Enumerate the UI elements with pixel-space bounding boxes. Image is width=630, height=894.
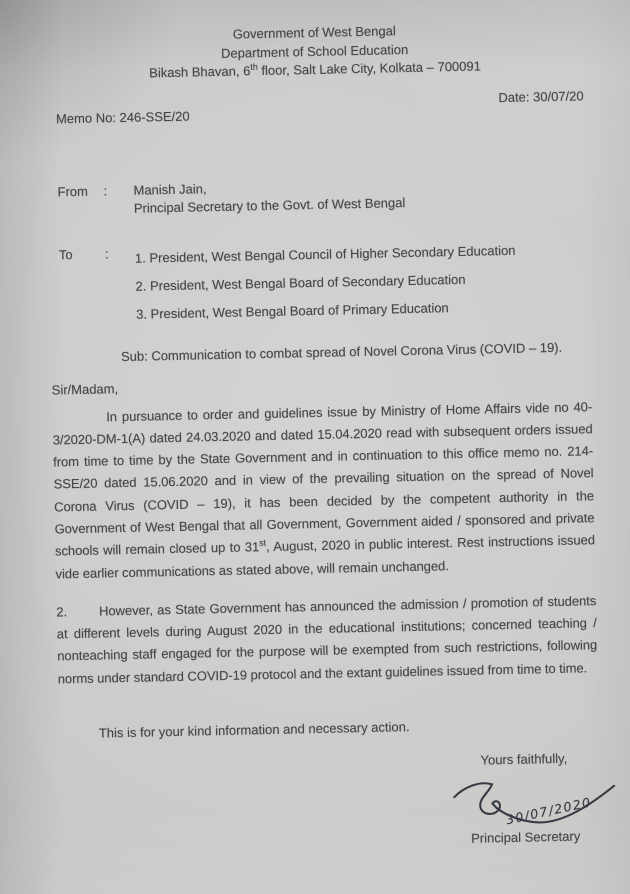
body-paragraph-1: In pursuance to order and guidelines issue by Ministry of Home Affairs vide no 40-3/2020-DM-1(A) dated 24.03.2020 and dated 15.04.2020 read with subsequent orders issued from time to time by the State Government and in continuation to this office memo no. 214-SSE/20 dated 15.06.2020 and in view of the prevailing situation on the spread of Novel Corona Virus (COVID – 19), it has been decided by the competent authority in the Government of West Bengal that all Government, Government aided / sponsored and private schools will remain closed up to 31st, August, 2020 in public interest. Rest instructions issued vide earlier communications as stated above, will remain unchanged.: [52, 398, 596, 582]
recipient-line: 3. President, West Bengal Board of Primary Education: [135, 299, 449, 322]
paragraph-number: 2.: [56, 604, 68, 620]
memo-number: Memo No: 246-SSE/20: [55, 108, 190, 126]
closing-line: This is for your kind information and necessary action.: [98, 719, 410, 741]
body-paragraph-2: 2. However, as State Government has announced the admission / promotion of students at different levels during August 2020 in the educational institutions; concerned teaching / nonteaching staff engaged for the purpose will be exempted from such restrictions, following norms under standard COVID-19 protocol and the extant guidelines issued from time to time.: [56, 593, 598, 687]
from-name: Manish Jain,: [133, 180, 207, 198]
to-section: [59, 235, 591, 330]
from-label: From: [57, 183, 89, 199]
ordinal-suffix: st: [258, 538, 267, 549]
recipient-line: 1. President, West Bengal Council of Higher Secondary Education: [134, 242, 516, 266]
signature-scribble: [446, 767, 630, 835]
letterhead: [44, 18, 585, 85]
org-name: Government of West Bengal: [232, 23, 396, 42]
recipient-line: 2. President, West Bengal Board of Secondary Education: [135, 271, 466, 294]
date-label: Date: 30/07/20: [498, 87, 584, 105]
address-line: Bikash Bhavan, 6th floor, Salt Lake City, Kolkata – 700091: [149, 58, 482, 81]
valediction: Yours faithfully,: [480, 750, 568, 768]
signatory-title: Principal Secretary: [471, 828, 581, 846]
subject-line: Sub: Communication to combat spread of Novel Corona Virus (COVID – 19).: [120, 339, 563, 364]
dept-name: Department of School Education: [220, 41, 409, 61]
from-colon: :: [103, 182, 108, 198]
meta-row: [46, 88, 587, 135]
signature-date-handwritten: 30/07/2020: [504, 794, 593, 828]
recipient-list: [135, 235, 591, 328]
tab-gap: [67, 615, 99, 616]
from-section: [57, 172, 588, 220]
signature-block: [59, 750, 602, 894]
from-details: [133, 172, 588, 218]
ordinal-suffix: th: [250, 61, 258, 72]
salutation: Sir/Madam,: [51, 380, 119, 398]
from-designation: Principal Secretary to the Govt. of West Bengal: [133, 195, 406, 216]
to-colon: :: [104, 245, 109, 261]
to-label: To: [58, 246, 73, 262]
